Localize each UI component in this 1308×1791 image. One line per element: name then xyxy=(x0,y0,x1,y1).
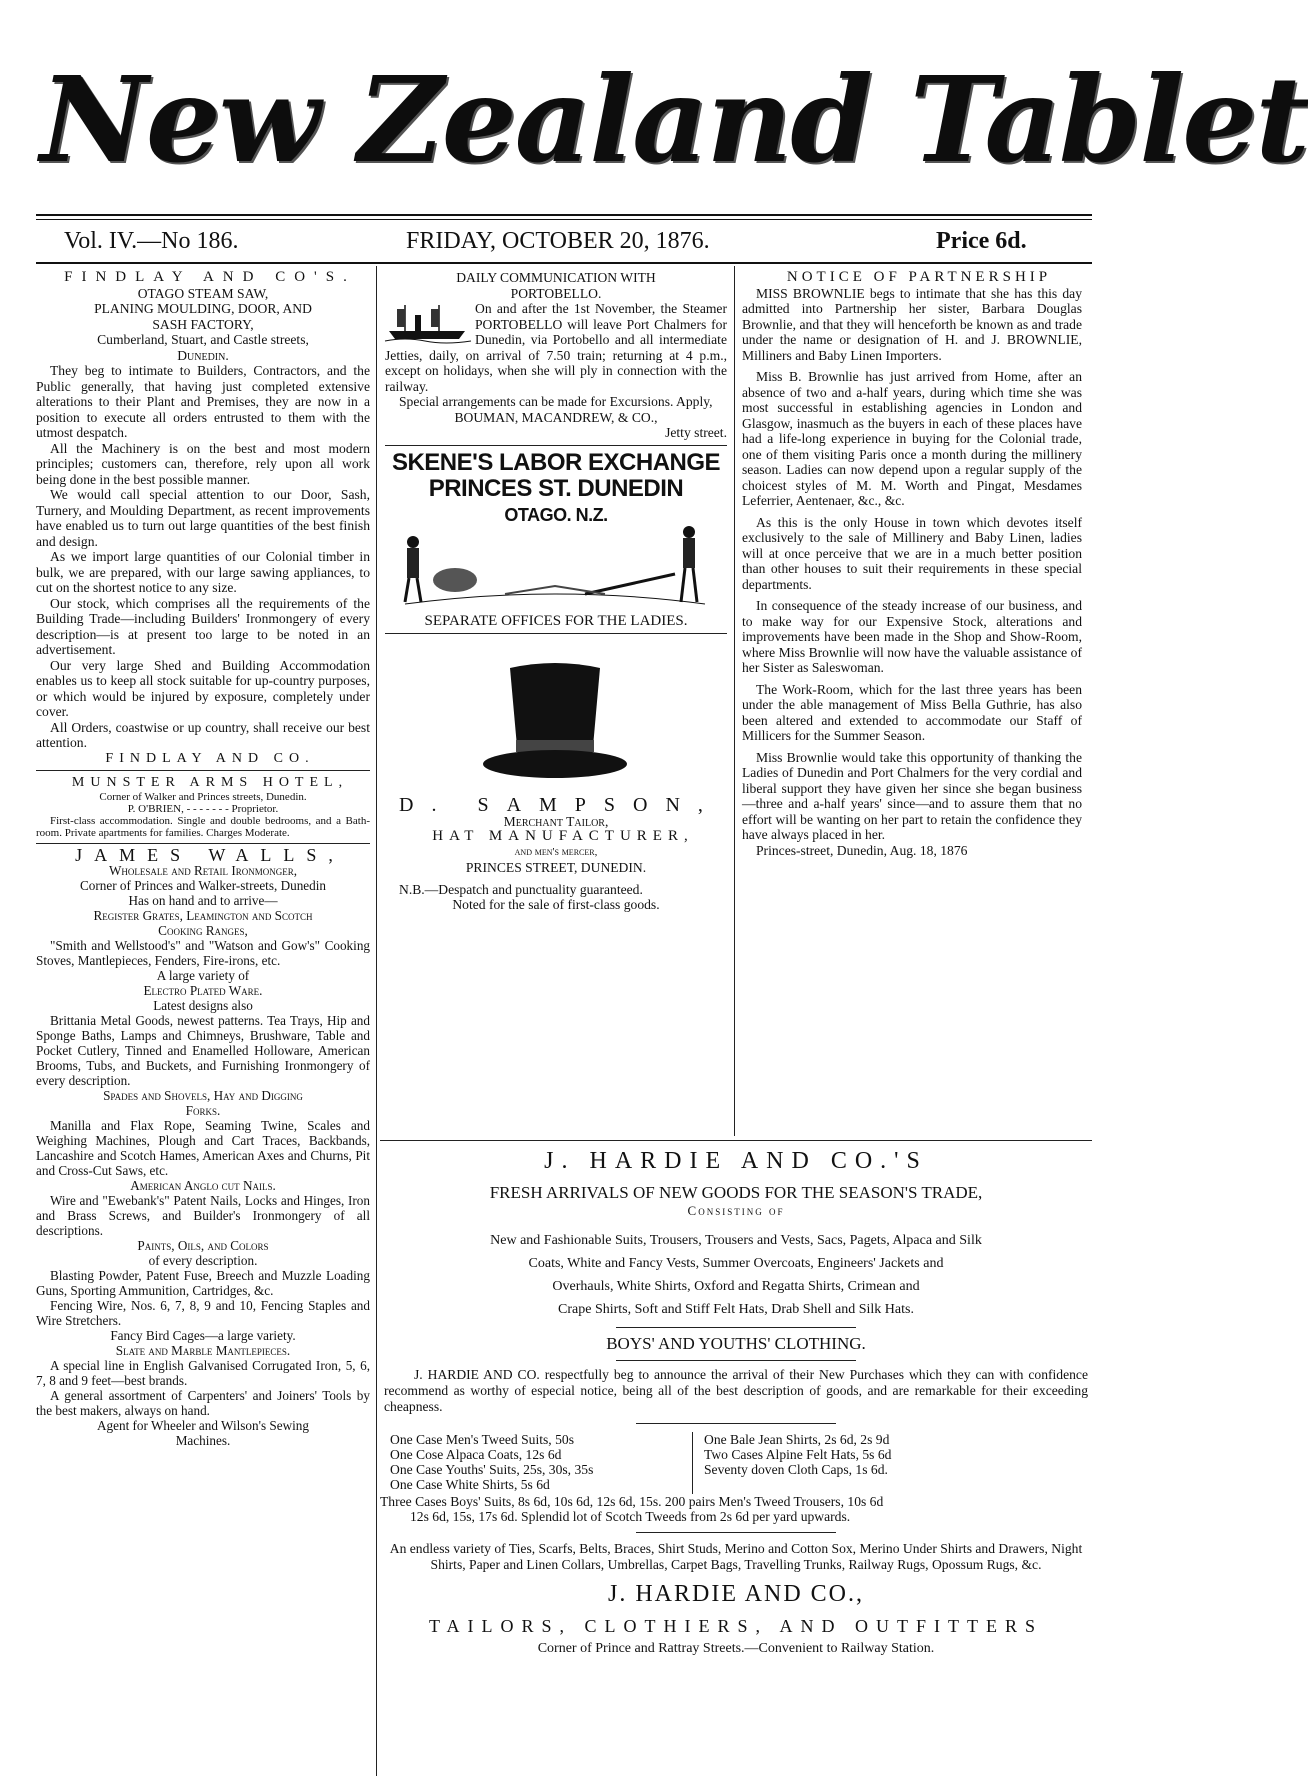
walls-line: Slate and Marble Mantlepieces. xyxy=(115,1342,291,1358)
findlay-paragraph: Our very large Shed and Building Accommodation enables us to keep all stock suitable for up-country purposes, or which would be injured by exposure, completely under cover. xyxy=(36,657,370,719)
walls-line: "Smith and Wellstood's" and "Watson and Gow's" Cooking Stoves, Mantlepieces, Fenders, Fire-irons, etc. xyxy=(36,937,370,968)
walls-line: Has on hand and to arrive— xyxy=(128,892,278,908)
walls-line: American Anglo cut Nails. xyxy=(130,1177,276,1193)
portobello-paragraph: On and after the 1st November, the Steamer PORTOBELLO will leave Port Chalmers for Dunedin, via Portobello and all intermediate Jetties, daily, on arrival of 7.50 train; returning at 4 p.m., except on holidays, when she will ply in connection with the railway. xyxy=(385,301,727,394)
portobello-heading: PORTOBELLO. xyxy=(510,285,602,301)
case-item: One Cose Alpaca Coats, 12s 6d xyxy=(390,1447,562,1462)
sampson-line: N.B.—Despatch and punctuality guaranteed. xyxy=(399,881,643,897)
cases-left xyxy=(390,1432,680,1492)
steamship-illustration xyxy=(385,301,471,343)
dateline xyxy=(36,222,1092,262)
sampson-line: and men's mercer, xyxy=(514,845,598,858)
hardie-goods-line: Crape Shirts, Soft and Stiff Felt Hats, Drab Shell and Silk Hats. xyxy=(558,1302,914,1317)
walls-line: Fencing Wire, Nos. 6, 7, 8, 9 and 10, Fencing Staples and Wire Stretchers. xyxy=(36,1297,370,1328)
hardie-consisting: Consisting of xyxy=(687,1203,785,1218)
separator xyxy=(36,843,370,844)
hardie-goods-line: Coats, White and Fancy Vests, Summer Overcoats, Engineers' Jackets and xyxy=(528,1256,944,1271)
issue-date: FRIDAY, OCTOBER 20, 1876. xyxy=(406,228,710,254)
hardie-address: Corner of Prince and Rattray Streets.—Convenient to Railway Station. xyxy=(537,1641,935,1656)
walls-line: Agent for Wheeler and Wilson's Sewing xyxy=(97,1417,309,1433)
findlay-paragraph: Our stock, which comprises all the requirements of the Building Trade—including Builders' Ironmongery of every description—is at present too large to be noted in an advertisement. xyxy=(36,595,370,657)
steamship-icon xyxy=(385,301,471,343)
walls-line: Manilla and Flax Rope, Seaming Twine, Scales and Weighing Machines, Plough and Cart Traces, Backbands, Lancashire and Scotch Hames, American Axes and Churns, Pit and Cross-Cut Saws, etc. xyxy=(36,1117,370,1178)
case-item: Three Cases Boys' Suits, 8s 6d, 10s 6d, 12s 6d, 15s. 200 pairs Men's Tweed Trousers, 10s 6d xyxy=(380,1494,884,1509)
munster-line: Corner of Walker and Princes streets, Dunedin. xyxy=(99,790,307,803)
hardie-rule xyxy=(380,1140,1092,1141)
findlay-advert xyxy=(36,270,370,766)
munster-line: First-class accommodation. Single and double bedrooms, and a Bath-room. Private apartments for families. Charges Moderate. xyxy=(36,814,370,839)
portobello-paragraph: Special arrangements can be made for Excursions. Apply, xyxy=(399,394,713,409)
portobello-advert xyxy=(385,270,727,441)
case-item: One Case White Shirts, 5s 6d xyxy=(390,1477,550,1492)
findlay-paragraph: As we import large quantities of our Colonial timber in bulk, we are prepared, with our large sawing appliances, to cut on the shortest notice to any size. xyxy=(36,549,370,595)
findlay-heading: FINDLAY AND CO'S. xyxy=(64,269,356,285)
sampson-line: Noted for the sale of first-class goods. xyxy=(452,897,660,912)
sampson-advert xyxy=(385,794,727,913)
hardie-boys-heading: BOYS' AND YOUTHS' CLOTHING. xyxy=(606,1334,866,1353)
hardie-goods-line: New and Fashionable Suits, Trousers, Trousers and Vests, Sacs, Pagets, Alpaca and Silk xyxy=(490,1233,982,1248)
skene-illustration xyxy=(385,502,727,614)
findlay-line: PLANING MOULDING, DOOR, AND xyxy=(94,301,312,316)
walls-line: Brittania Metal Goods, newest patterns. Tea Trays, Hip and Sponge Baths, Lamps and Chimneys, Brushware, Table and Pocket Cutlery, Tinned and Enamelled Holloware, American Brooms, Tubs, and Buckets, and Furnishing Ironmongery of every description. xyxy=(36,1012,370,1088)
walls-advert xyxy=(36,844,370,1448)
hardie-goods-line: Overhauls, White Shirts, Oxford and Regatta Shirts, Crimean and xyxy=(552,1279,920,1294)
walls-line: Wire and "Ewebank's" Patent Nails, Locks and Hinges, Iron and Brass Screws, and Builder's Ironmongery of all descriptions. xyxy=(36,1192,370,1238)
sampson-heading: D. SAMPSON, xyxy=(399,794,721,816)
findlay-line: Dunedin. xyxy=(177,347,229,363)
column-rule-1b xyxy=(376,1136,377,1776)
separator xyxy=(385,633,727,634)
walls-line: of every description. xyxy=(148,1252,258,1268)
findlay-line: OTAGO STEAM SAW, xyxy=(137,285,269,301)
findlay-signature: FINDLAY AND CO. xyxy=(105,750,315,766)
skene-title: SKENE'S LABOR EXCHANGE xyxy=(391,448,721,476)
sampson-line: Merchant Tailor, xyxy=(503,813,609,829)
cases-divider xyxy=(692,1432,693,1494)
skene-advert xyxy=(385,450,727,630)
masthead-rule xyxy=(36,214,1092,216)
findlay-paragraph: All the Machinery is on the best and most modern principles; customers can, therefore, rely upon all work being done in the best possible manner. xyxy=(36,440,370,487)
munster-line: P. O'BRIEN, - - - - - - - Proprietor. xyxy=(127,802,279,815)
findlay-line: Cumberland, Stuart, and Castle streets, xyxy=(97,332,309,347)
sampson-line: PRINCES STREET, DUNEDIN. xyxy=(465,860,647,875)
hardie-heading: J. HARDIE AND CO.'S xyxy=(544,1148,928,1174)
dateline-rule xyxy=(36,262,1092,264)
findlay-line: SASH FACTORY, xyxy=(152,316,254,332)
volume-number: Vol. IV.—No 186. xyxy=(64,228,239,254)
walls-line: Corner of Princes and Walker-streets, Dunedin xyxy=(80,877,326,893)
skene-separate-offices: SEPARATE OFFICES FOR THE LADIES. xyxy=(424,612,688,629)
walls-line: Wholesale and Retail Ironmonger, xyxy=(108,862,298,878)
separator xyxy=(636,1532,836,1533)
findlay-paragraph: We would call special attention to our Door, Sash, Turnery, and Moulding Department, as recent improvements have enabled us to turn out large quantities of the best finish and design. xyxy=(36,487,370,549)
separator xyxy=(36,770,370,771)
partnership-paragraph: In consequence of the steady increase of our business, and to make way for our Expensive Stock, alterations and improvements have been made in the Shop and Show-Room, where Miss Brownlie will now have the valuable assistance of her Sister as Saleswoman. xyxy=(742,598,1082,675)
column-2 xyxy=(385,270,727,913)
walls-line: Register Grates, Leamington and Scotch xyxy=(93,907,313,923)
walls-line: A large variety of xyxy=(156,967,250,983)
munster-advert xyxy=(36,775,370,839)
partnership-paragraph: As this is the only House in town which devotes itself exclusively to the sale of Millinery and Baby Linen, ladies will at once perceive that we are in a much better position than other houses to suit their requirements in these special departments. xyxy=(742,514,1082,592)
cases-right xyxy=(704,1432,1084,1477)
walls-line: Latest designs also xyxy=(153,997,253,1013)
hardie-signature: J. HARDIE AND CO., xyxy=(607,1581,864,1607)
walls-heading: JAMES WALLS, xyxy=(75,844,345,865)
column-1 xyxy=(36,270,370,1448)
hardie-paragraph: J. HARDIE AND CO. respectfully beg to announce the arrival of their New Purchases which they can with confidence recommend as worthy of especial notice, being all of the best description of goods, and are remarkable for their exceeding cheapness. xyxy=(384,1367,1088,1414)
top-hat-illustration xyxy=(385,638,727,798)
walls-line: Fancy Bird Cages—a large variety. xyxy=(110,1327,296,1343)
column-rule-2 xyxy=(734,266,735,1136)
walls-line: Machines. xyxy=(175,1432,231,1448)
case-item: Two Cases Alpine Felt Hats, 5s 6d xyxy=(704,1447,892,1462)
hardie-advert xyxy=(380,1148,1092,1657)
masthead xyxy=(40,20,1308,220)
case-item: Seventy doven Cloth Caps, 1s 6d. xyxy=(704,1462,888,1477)
hardie-cases xyxy=(380,1432,1092,1500)
walls-line: Paints, Oils, and Colors xyxy=(137,1237,269,1253)
top-hat-icon xyxy=(480,658,630,788)
masthead-title: New Zealand Tablet xyxy=(40,50,1308,189)
walls-line: Electro Plated Ware. xyxy=(143,982,263,998)
walls-line: A general assortment of Carpenters' and Joiners' Tools by the best makers, always on hand. xyxy=(36,1387,370,1418)
farm-scene-illustration xyxy=(385,524,727,614)
separator xyxy=(385,445,727,446)
issue-price: Price 6d. xyxy=(936,228,1027,254)
walls-line: Blasting Powder, Patent Fuse, Breech and Muzzle Loading Guns, Sporting Ammunition, Cartridges, &c. xyxy=(36,1267,370,1298)
sampson-line: HAT MANUFACTURER, xyxy=(432,828,694,844)
walls-line: Spades and Shovels, Hay and Digging xyxy=(103,1087,303,1103)
walls-line: Cooking Ranges, xyxy=(158,922,248,938)
walls-line: Forks. xyxy=(185,1102,221,1118)
portobello-signature: BOUMAN, MACANDREW, & CO., xyxy=(454,409,658,425)
column-rule-1 xyxy=(376,266,377,1136)
separator xyxy=(636,1423,836,1424)
skene-title: PRINCES ST. DUNEDIN xyxy=(428,474,684,502)
column-3 xyxy=(742,270,1082,858)
case-item: One Bale Jean Shirts, 2s 6d, 2s 9d xyxy=(704,1432,890,1447)
case-item: 12s 6d, 15s, 17s 6d. Splendid lot of Scotch Tweeds from 2s 6d per yard upwards. xyxy=(410,1509,851,1524)
separator xyxy=(616,1327,856,1328)
partnership-signature: Princes-street, Dunedin, Aug. 18, 1876 xyxy=(756,842,968,858)
hardie-trade: TAILORS, CLOTHIERS, AND OUTFITTERS xyxy=(428,1616,1044,1636)
partnership-paragraph: Miss B. Brownlie has just arrived from Home, after an absence of two and a-half years, during which time she was most successful in establishing agencies in London and Glasgow, inasmuch as the buyers in each of these places have had a life-long experience in buying for the Colonial trade, one of them visiting Paris once a month during the millinery season. Ladies can now depend upon a regular supply of the choicest styles of M. M. Worth and Pingat, Mesdames Leferrier, Aentenaer, &c., &c. xyxy=(742,369,1082,508)
hardie-paragraph: An endless variety of Ties, Scarfs, Belts, Braces, Shirt Studs, Merino and Cotton Sox, Merino Under Shirts and Drawers, Night Shirts, Paper and Linen Collars, Umbrellas, Carpet Bags, Travelling Trunks, Railway Rugs, Opossum Rugs, &c. xyxy=(389,1541,1083,1572)
findlay-paragraph: They beg to intimate to Builders, Contractors, and the Public generally, that having just completed extensive alterations to their Plant and Premises, they are now in a position to execute all orders entrusted to them with the utmost despatch. xyxy=(36,363,370,440)
partnership-paragraph: Miss Brownlie would take this opportunity of thanking the Ladies of Dunedin and Port Chalmers for the very cordial and liberal support they have given her since she began business—three and a-half years' since—and to assure them that no effort will be wanting on her part to retain the confidence they have always placed in her. xyxy=(742,749,1082,842)
munster-heading: MUNSTER ARMS HOTEL, xyxy=(71,775,349,790)
portobello-heading: DAILY COMMUNICATION WITH xyxy=(456,270,656,285)
partnership-paragraph: The Work-Room, which for the last three years has been under the able management of Miss Bella Guthrie, has also been altered and extended to accommodate our Staff of Millicers for the Summer Season. xyxy=(742,681,1082,743)
walls-line: A special line in English Galvanised Corrugated Iron, 5, 6, 7, 8 and 9 feet—best brands. xyxy=(36,1357,370,1388)
separator xyxy=(616,1360,856,1361)
case-item: One Case Youths' Suits, 25s, 30s, 35s xyxy=(390,1462,594,1477)
findlay-paragraph: All Orders, coastwise or up country, shall receive our best attention. xyxy=(36,719,370,750)
case-item: One Case Men's Tweed Suits, 50s xyxy=(390,1432,574,1447)
partnership-paragraph: MISS BROWNLIE begs to intimate that she has this day admitted into Partnership her sister, Barbara Douglas Brownlie, and that they will henceforth be known as and trade under the name or designation of H. and J. BROWNLIE, Milliners and Baby Linen Importers. xyxy=(742,285,1082,363)
masthead-rule-thin xyxy=(36,219,1092,220)
skene-subtitle: OTAGO. N.Z. xyxy=(504,504,608,525)
partnership-heading: NOTICE OF PARTNERSHIP xyxy=(786,269,1052,285)
hardie-subheading: FRESH ARRIVALS OF NEW GOODS FOR THE SEASON'S TRADE, xyxy=(489,1183,983,1202)
portobello-signature: Jetty street. xyxy=(665,425,727,440)
